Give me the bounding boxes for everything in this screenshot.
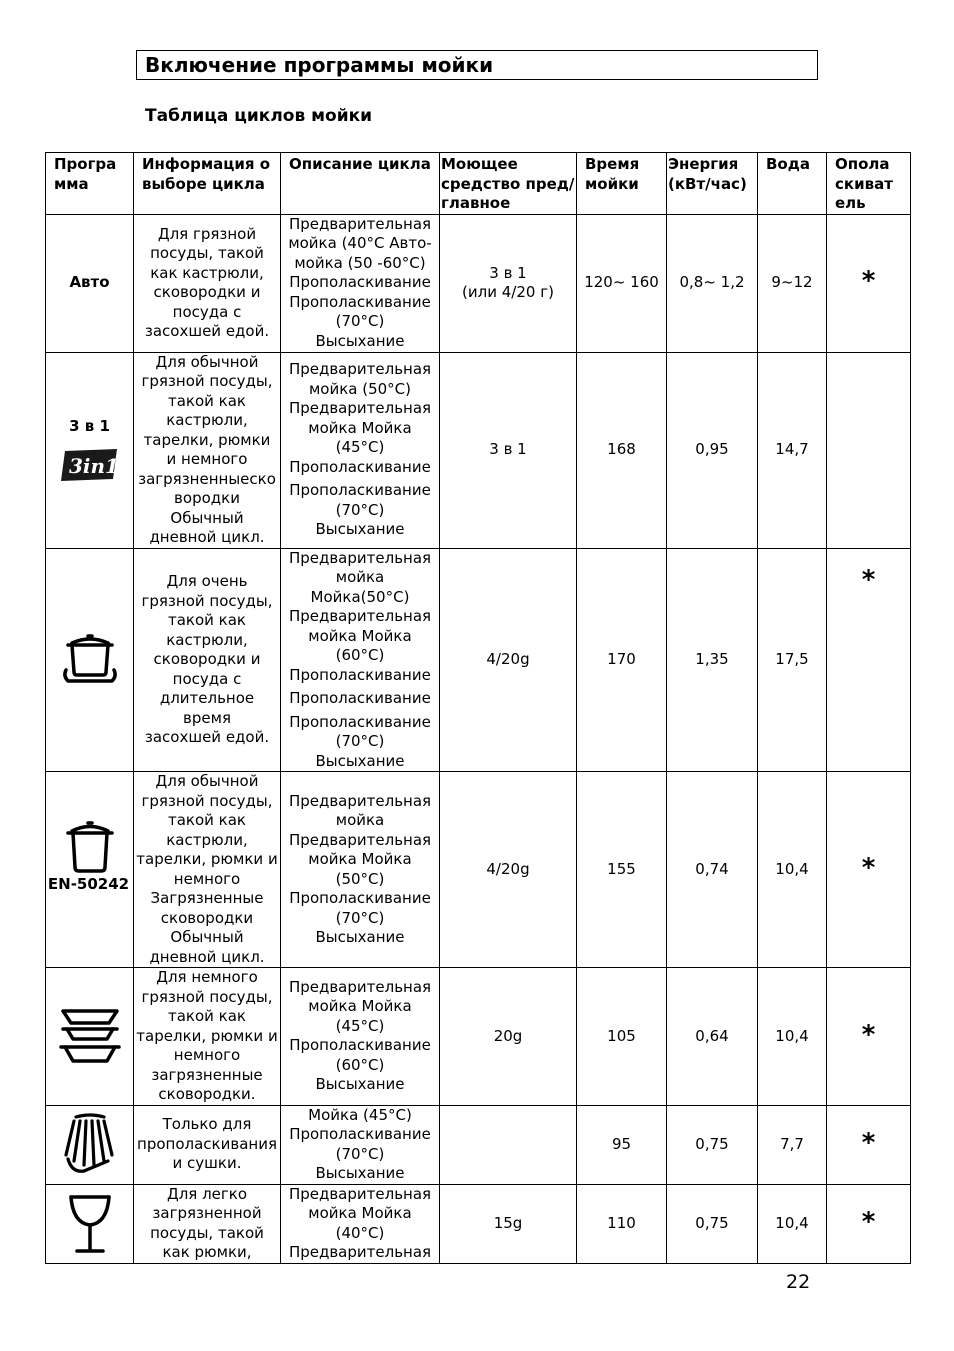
rinse-aid-cell xyxy=(827,214,911,352)
info-line: грязной посуды, xyxy=(141,372,273,390)
stacked-plates-icon xyxy=(57,1005,123,1067)
desc-cell xyxy=(281,548,440,772)
desc-line: (70°C) xyxy=(335,312,385,331)
info-line: длительное xyxy=(159,689,255,707)
table-header-row xyxy=(46,153,911,215)
info-line: тарелки, рюмки xyxy=(143,430,271,449)
table-subtitle: Таблица циклов мойки xyxy=(145,106,373,126)
info-cell xyxy=(134,352,281,548)
rinse-aid-cell xyxy=(827,968,911,1106)
3in1-icon-text: 3in1 xyxy=(68,453,119,478)
energy-cell: 0,95 xyxy=(667,352,758,548)
desc-line: Высыхание xyxy=(315,928,405,946)
info-line: такой как xyxy=(168,611,246,629)
desc-line: Прополаскивание xyxy=(289,665,431,684)
rinse-aid-cell xyxy=(827,352,911,548)
desc-line: Прополаскивание xyxy=(289,712,431,731)
info-line: Для обычной xyxy=(155,772,259,790)
info-cell xyxy=(134,214,281,352)
info-line: такой как xyxy=(168,391,246,410)
col-header-info: Информация о выборе цикла xyxy=(134,153,281,215)
desc-line: Высыхание xyxy=(315,751,405,770)
desc-line: Высыхание xyxy=(315,1164,405,1182)
desc-line: Предварительная xyxy=(288,791,432,810)
info-line: время xyxy=(183,708,231,727)
water-cell: 10,4 xyxy=(758,1184,827,1263)
desc-cell xyxy=(281,772,440,968)
desc-line: мойка Мойка xyxy=(308,1204,412,1222)
info-line: Для обычной xyxy=(155,352,259,371)
program-label: EN-50242 xyxy=(47,874,130,893)
program-cell xyxy=(46,214,134,352)
page-title: Включение программы мойки xyxy=(145,53,494,77)
desc-line: (45°C) xyxy=(335,1016,385,1035)
rinse-aid-mark: * xyxy=(861,564,876,595)
col-header-program: Програ мма xyxy=(46,153,134,215)
info-line: сковородки и xyxy=(153,283,261,301)
col-header-rinse-aid: Опола скиват ель xyxy=(827,153,911,215)
program-cell xyxy=(46,548,134,772)
rinse-aid-mark: * xyxy=(861,1206,876,1237)
water-cell: 7,7 xyxy=(758,1105,827,1184)
program-cell xyxy=(46,1184,134,1263)
detergent-line: 4/20g xyxy=(486,650,530,668)
info-line: загрязненныеско xyxy=(138,469,276,488)
desc-line: Прополаскивание xyxy=(289,1036,431,1055)
desc-line: Предварительная xyxy=(288,360,432,379)
pot-on-plate-icon xyxy=(58,630,122,690)
info-line: немного xyxy=(173,869,241,888)
water-cell: 14,7 xyxy=(758,352,827,548)
rinse-aid-mark: * xyxy=(861,1019,876,1050)
info-line: посуды, такой xyxy=(150,244,264,262)
info-line: прополаскивания xyxy=(137,1134,277,1153)
desc-line: (50°C) xyxy=(335,869,385,888)
info-line: загрязненной xyxy=(152,1204,262,1222)
detergent-cell xyxy=(440,772,577,968)
desc-line: мойка Мойка xyxy=(308,626,412,645)
time-cell: 105 xyxy=(577,968,667,1106)
detergent-line: 3 в 1 xyxy=(489,440,527,459)
desc-line: Предварительная xyxy=(288,1184,432,1203)
desc-line: Предварительная xyxy=(288,399,432,418)
desc-line: (70°C) xyxy=(335,500,385,519)
desc-line: (60°C) xyxy=(335,1055,385,1074)
desc-cell xyxy=(281,1105,440,1184)
time-cell: 95 xyxy=(577,1105,667,1184)
desc-line: (40°C) xyxy=(335,1223,385,1242)
desc-line: Прополаскивание xyxy=(289,889,431,907)
desc-cell xyxy=(281,214,440,352)
table-row xyxy=(46,548,911,772)
desc-line: мойка Мойка xyxy=(308,997,412,1016)
table-row xyxy=(46,772,911,968)
energy-cell: 0,64 xyxy=(667,968,758,1106)
program-label: Авто xyxy=(69,273,110,292)
info-line: тарелки, рюмки и xyxy=(136,1026,278,1045)
time-cell: 155 xyxy=(577,772,667,968)
desc-line: мойка xyxy=(335,568,385,586)
desc-line: Прополаскивание xyxy=(289,292,431,311)
detergent-cell xyxy=(440,352,577,548)
energy-cell: 0,75 xyxy=(667,1184,758,1263)
info-line: сковородки и xyxy=(153,650,261,668)
info-cell xyxy=(134,968,281,1106)
info-line: такой как xyxy=(168,811,246,829)
program-cell xyxy=(46,1105,134,1184)
program-label: 3 в 1 xyxy=(69,417,110,436)
info-line: Для легко xyxy=(166,1184,248,1203)
wash-cycles-table xyxy=(45,152,911,1264)
energy-cell: 0,74 xyxy=(667,772,758,968)
info-line: сковородки. xyxy=(158,1085,256,1103)
wine-glass-icon xyxy=(65,1191,115,1257)
detergent-line: 20g xyxy=(493,1026,523,1045)
info-line: вородки xyxy=(174,489,240,507)
info-line: дневной цикл. xyxy=(149,947,265,966)
info-line: кастрюли, xyxy=(166,411,248,429)
detergent-cell xyxy=(440,968,577,1106)
info-line: как кастрюли, xyxy=(150,263,264,282)
desc-line: Мойка (45°C) xyxy=(308,1105,412,1124)
info-line: Загрязненные xyxy=(150,889,264,907)
info-line: грязной посуды, xyxy=(141,987,273,1006)
desc-line: (45°C) xyxy=(335,438,385,457)
desc-line: Предварительная xyxy=(288,830,432,849)
rinse-aid-cell xyxy=(827,548,911,772)
rinse-aid-mark: * xyxy=(861,266,876,297)
info-line: засохшей едой. xyxy=(144,728,270,746)
info-line: как рюмки, xyxy=(162,1243,252,1261)
desc-line: (70°C) xyxy=(335,908,385,927)
info-line: Для немного xyxy=(156,968,258,986)
desc-cell xyxy=(281,968,440,1106)
program-cell xyxy=(46,772,134,968)
program-cell xyxy=(46,968,134,1106)
desc-line: Прополаскивание xyxy=(289,689,431,707)
desc-line: Прополаскивание xyxy=(289,481,431,500)
info-line: посуда с xyxy=(172,669,242,688)
desc-line: Высыхание xyxy=(315,331,405,350)
info-line: Только для xyxy=(162,1115,252,1134)
water-cell: 17,5 xyxy=(758,548,827,772)
info-line: кастрюли, xyxy=(166,630,248,649)
energy-cell: 0,75 xyxy=(667,1105,758,1184)
detergent-line: 4/20g xyxy=(486,859,530,878)
desc-cell xyxy=(281,352,440,548)
program-cell xyxy=(46,352,134,548)
info-line: Обычный xyxy=(170,928,244,946)
col-header-desc: Описание цикла xyxy=(281,153,440,215)
info-line: грязной посуды, xyxy=(141,791,273,810)
page-number: 22 xyxy=(786,1271,811,1293)
info-cell xyxy=(134,1184,281,1263)
info-line: сковородки xyxy=(160,908,254,927)
info-line: засохшей едой. xyxy=(144,322,270,340)
desc-cell xyxy=(281,1184,440,1263)
desc-line: (70°C) xyxy=(335,1144,385,1163)
info-line: дневной цикл. xyxy=(149,528,265,546)
energy-cell: 1,35 xyxy=(667,548,758,772)
rinse-aid-mark: * xyxy=(861,1127,876,1158)
water-cell: 10,4 xyxy=(758,772,827,968)
info-cell xyxy=(134,1105,281,1184)
desc-line: Предварительная xyxy=(288,1243,432,1261)
desc-line: мойка xyxy=(335,811,385,829)
info-line: Для очень xyxy=(166,572,248,590)
info-cell xyxy=(134,548,281,772)
detergent-cell xyxy=(440,1184,577,1263)
desc-line: Предварительная xyxy=(288,607,432,625)
info-line: посуда с xyxy=(172,302,242,321)
info-line: загрязненные xyxy=(151,1065,263,1084)
table-row xyxy=(46,214,911,352)
detergent-cell xyxy=(440,548,577,772)
info-cell xyxy=(134,772,281,968)
info-line: Для грязной xyxy=(157,224,257,243)
desc-line: Прополаскивание xyxy=(289,457,431,476)
info-line: посуды, такой xyxy=(150,1223,264,1242)
desc-line: Высыхание xyxy=(315,1075,405,1094)
desc-line: Предварительная xyxy=(288,548,432,567)
info-line: грязной посуды, xyxy=(141,591,273,610)
col-header-detergent: Моющее средство пред/главное xyxy=(440,153,577,215)
info-line: немного xyxy=(173,1046,241,1064)
desc-line: Предварительная xyxy=(288,977,432,996)
rinse-shower-icon xyxy=(58,1111,122,1179)
desc-line: мойка Мойка xyxy=(308,418,412,437)
desc-line: мойка (50°C) xyxy=(308,379,412,398)
time-cell: 120~ 160 xyxy=(577,214,667,352)
water-cell: 9~12 xyxy=(758,214,827,352)
info-line: и немного xyxy=(166,450,248,468)
water-cell: 10,4 xyxy=(758,968,827,1106)
table-row xyxy=(46,1105,911,1184)
detergent-cell xyxy=(440,214,577,352)
rinse-aid-cell xyxy=(827,1105,911,1184)
desc-line: Предварительная xyxy=(288,214,432,233)
info-line: кастрюли, xyxy=(166,830,248,849)
table-row xyxy=(46,968,911,1106)
desc-line: Прополаскивание xyxy=(289,273,431,292)
desc-line: мойка Мойка xyxy=(308,850,412,868)
desc-line: Мойка(50°C) xyxy=(310,587,410,606)
desc-line: Прополаскивание xyxy=(289,1125,431,1143)
3in1-icon xyxy=(59,447,121,483)
info-line: такой как xyxy=(168,1007,246,1025)
time-cell: 168 xyxy=(577,352,667,548)
table-row xyxy=(46,352,911,548)
desc-line: мойка (40°C Авто- xyxy=(288,234,432,253)
section-title-box xyxy=(136,50,818,80)
desc-line: (70°C) xyxy=(335,732,385,750)
detergent-line: 3 в 1 xyxy=(489,263,527,282)
col-header-energy: Энергия (кВт/час) xyxy=(667,153,758,215)
info-line: Обычный xyxy=(170,508,244,527)
col-header-time: Время мойки xyxy=(577,153,667,215)
pot-icon xyxy=(58,819,122,875)
time-cell: 110 xyxy=(577,1184,667,1263)
table-row xyxy=(46,1184,911,1263)
desc-line: мойка (50 -60°C) xyxy=(294,253,426,272)
energy-cell: 0,8~ 1,2 xyxy=(667,214,758,352)
rinse-aid-cell xyxy=(827,1184,911,1263)
info-line: тарелки, рюмки и xyxy=(136,850,278,868)
detergent-line: (или 4/20 г) xyxy=(462,283,554,301)
col-header-water: Вода xyxy=(758,153,827,215)
info-line: и сушки. xyxy=(172,1154,242,1173)
desc-line: Высыхание xyxy=(315,520,405,539)
detergent-cell xyxy=(440,1105,577,1184)
desc-line: (60°C) xyxy=(335,646,385,664)
detergent-line: 15g xyxy=(493,1213,523,1232)
rinse-aid-cell xyxy=(827,772,911,968)
rinse-aid-mark: * xyxy=(861,852,876,883)
time-cell: 170 xyxy=(577,548,667,772)
